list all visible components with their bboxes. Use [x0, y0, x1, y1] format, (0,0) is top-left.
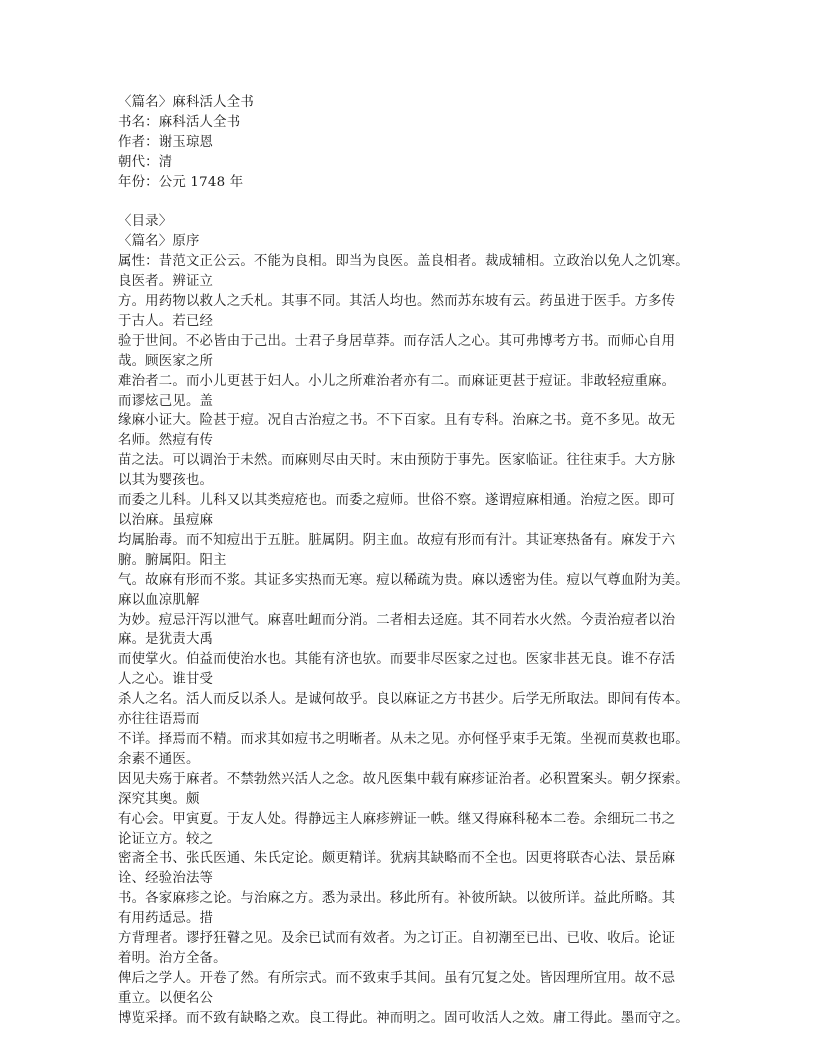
chapter-title: 〈篇名〉原序 — [118, 234, 200, 250]
body-line: 属性：昔范文正公云。不能为良相。即当为良医。盖良相者。裁成辅相。立政治以免人之饥寒。 — [118, 254, 689, 270]
body-line: 博览采择。而不致有缺略之欢。良工得此。神而明之。固可收活人之效。庸工得此。墨而守之。 — [118, 1010, 689, 1026]
body-line: 于古人。若已经 — [118, 313, 214, 329]
body-line: 不详。择焉而不精。而求其如痘书之明晰者。从未之见。亦何怪乎束手无策。坐视而莫救也耶。 — [118, 731, 689, 747]
body-line: 杀人之名。活人而反以杀人。是诚何故乎。良以麻证之方书甚少。后学无所取法。即间有传本。 — [118, 692, 689, 708]
body-line: 而使掌火。伯益而使治水也。其能有济也欤。而要非尽医家之过也。医家非甚无良。谁不存活 — [118, 652, 676, 668]
body-line: 重立。以便名公 — [118, 990, 214, 1006]
body-line: 俾后之学人。开卷了然。有所宗式。而不致束手其间。虽有冗复之处。皆因理所宜用。故不忌 — [118, 970, 676, 986]
spacer — [118, 193, 712, 213]
body-text — [118, 252, 712, 1028]
author: 作者：谢玉琼恩 — [118, 134, 214, 150]
body-line: 方背理者。谬抒狂瞽之见。及余已试而有效者。为之订正。自初潮至已出、已收、收后。论证 — [118, 931, 676, 947]
body-line: 腑。腑属阳。阳主 — [118, 552, 227, 568]
body-line: 深究其奥。颇 — [118, 791, 200, 807]
body-line: 有心会。甲寅夏。于友人处。得静远主人麻疹辨证一帙。继又得麻科秘本二卷。余细玩二书之 — [118, 811, 676, 827]
section-title: 〈篇名〉麻科活人全书 — [118, 95, 254, 110]
body-line: 苗之法。可以调治于未然。而麻则尽由天时。末由预防于事先。医家临证。往往束手。大方脉 — [118, 453, 676, 469]
body-line: 有用药适忌。措 — [118, 911, 214, 927]
body-line: 以其为婴孩也。 — [118, 473, 214, 489]
body-line: 气。故麻有形而不浆。其证多实热而无寒。痘以稀疏为贵。麻以透密为佳。痘以气尊血附为美。 — [118, 572, 689, 588]
body-line: 均属胎毒。而不知痘出于五脏。脏属阴。阴主血。故痘有形而有汁。其证寒热备有。麻发于六 — [118, 532, 676, 548]
body-line: 论证立方。较之 — [118, 831, 214, 847]
book-name: 书名：麻科活人全书 — [118, 114, 241, 130]
dynasty: 朝代：清 — [118, 154, 173, 170]
body-line: 验于世间。不必皆由于己出。士君子身居草莽。而存活人之心。其可弗博考方书。而师心自用 — [118, 333, 676, 349]
body-line: 方。用药物以救人之夭札。其事不同。其活人均也。然而苏东坡有云。药虽进于医手。方多传 — [118, 294, 676, 310]
body-line: 着明。治方全备。 — [118, 950, 227, 966]
body-line: 而谬炫己见。盖 — [118, 393, 214, 409]
body-line: 诠、经验治法等 — [118, 871, 214, 887]
body-line: 书。各家麻疹之论。与治麻之方。悉为录出。移此所有。补彼所缺。以彼所详。益此所略。其 — [118, 891, 676, 907]
body-line: 密斋全书、张氏医通、朱氏定论。颇更精详。犹病其缺略而不全也。因更将联杏心法、景岳麻 — [118, 851, 676, 867]
body-line: 良医者。辨证立 — [118, 274, 214, 290]
body-line: 以治麻。虽痘麻 — [118, 513, 214, 529]
body-line: 因见夫殇于麻者。不禁勃然兴活人之念。故凡医集中载有麻疹证治者。必积置案头。朝夕探索。 — [118, 771, 689, 787]
document-page — [118, 93, 712, 1029]
body-line: 余素不通医。 — [118, 751, 200, 767]
body-line: 名师。然痘有传 — [118, 433, 214, 449]
body-line: 缘麻小证大。险甚于痘。况自古治痘之书。不下百家。且有专科。治麻之书。竟不多见。故无 — [118, 413, 676, 429]
body-line: 哉。顾医家之所 — [118, 353, 214, 369]
body-line: 难治者二。而小儿更甚于妇人。小儿之所难治者亦有二。而麻证更甚于痘证。非敢轻痘重麻。 — [118, 373, 676, 389]
body-line: 麻以血凉肌解 — [118, 592, 200, 608]
body-line: 而委之儿科。儿科又以其类痘疮也。而委之痘师。世俗不察。遂谓痘麻相通。治痘之医。即可 — [118, 493, 676, 509]
body-line: 人之心。谁甘受 — [118, 672, 214, 688]
toc-label: 〈目录〉 — [118, 214, 173, 230]
body-line: 亦往往语焉而 — [118, 712, 200, 728]
body-line: 麻。是犹责大禹 — [118, 632, 214, 648]
body-line: 为妙。痘忌汗泻以泄气。麻喜吐衄而分消。二者相去迳庭。其不同若水火然。今责治痘者以治 — [118, 612, 676, 628]
year: 年份：公元 1748 年 — [118, 174, 244, 190]
